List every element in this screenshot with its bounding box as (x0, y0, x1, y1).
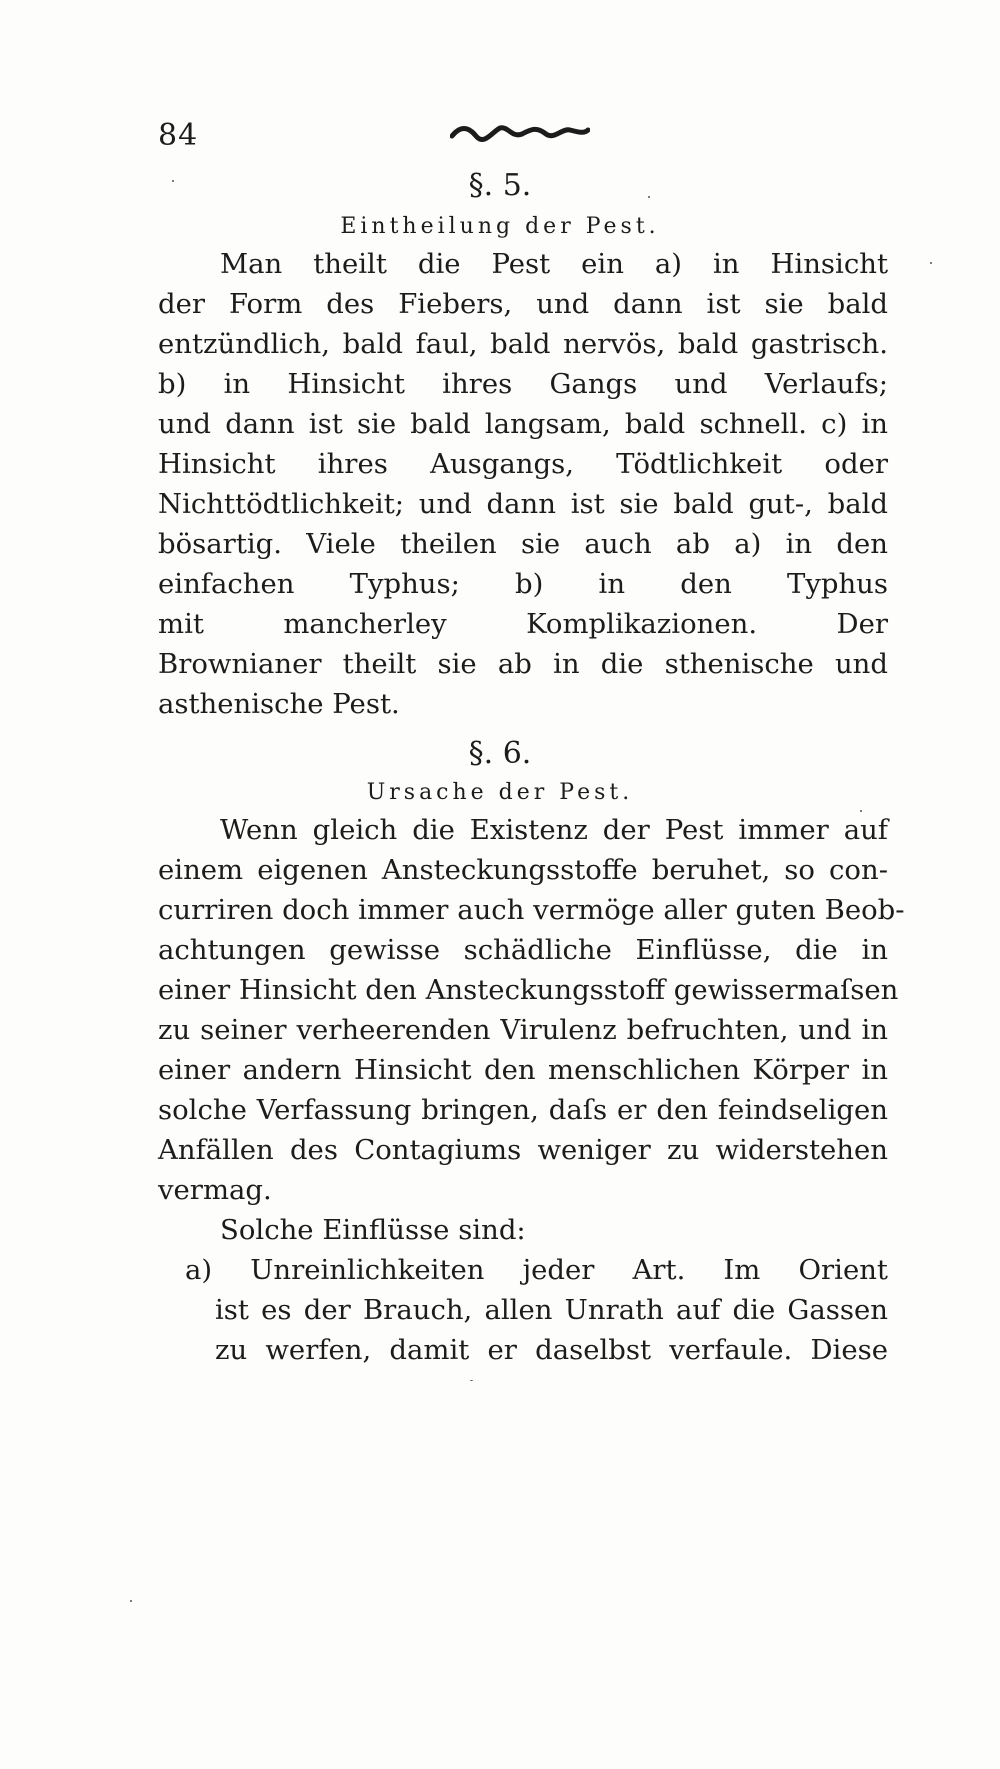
paper-speck (470, 1380, 473, 1381)
paper-speck (130, 1600, 132, 1602)
text-line: Solche Einflüsse sind: (220, 1214, 526, 1246)
text-line: vermag. (158, 1174, 272, 1206)
text-line: achtungen gewisse schädliche Einflüsse, die in (158, 934, 888, 966)
text-line: asthenische Pest. (158, 688, 400, 720)
text-line: Anfällen des Contagiums weniger zu widerstehen (158, 1134, 888, 1166)
text-line: entzündlich, bald faul, bald nervös, bald gastrisch. (158, 328, 888, 360)
paper-speck (860, 810, 862, 812)
page-number: 84 (158, 118, 199, 153)
list-item-line: zu werfen, damit er daselbst verfaule. Diese (215, 1334, 888, 1366)
ornament-rule-icon (450, 122, 590, 146)
text-line: bösartig. Viele theilen sie auch ab a) in den (158, 528, 888, 560)
text-line: und dann ist sie bald langsam, bald schnell. c) in (158, 408, 888, 440)
text-line: curriren doch immer auch vermöge aller guten Beob- (158, 894, 905, 926)
list-item-line: a) Unreinlichkeiten jeder Art. Im Orient (185, 1254, 888, 1286)
text-line: einem eigenen Ansteckungsstoffe beruhet, so con- (158, 854, 888, 886)
text-line: Nichttödtlichkeit; und dann ist sie bald gut-, bald (158, 488, 888, 520)
section-heading: Eintheilung der Pest. (340, 214, 660, 239)
text-line: einer andern Hinsicht den menschlichen Körper in (158, 1054, 888, 1086)
text-line: Brownianer theilt sie ab in die sthenische und (158, 648, 888, 680)
text-line: b) in Hinsicht ihres Gangs und Verlaufs; (158, 368, 888, 400)
text-line: mit mancherley Komplikazionen. Der (158, 608, 888, 640)
text-line: Man theilt die Pest ein a) in Hinsicht (220, 248, 888, 280)
text-line: Hinsicht ihres Ausgangs, Tödtlichkeit oder (158, 448, 888, 480)
paper-speck (172, 180, 174, 182)
text-line: Wenn gleich die Existenz der Pest immer auf (220, 814, 888, 846)
section-heading: Ursache der Pest. (366, 780, 634, 805)
list-item-line: ist es der Brauch, allen Unrath auf die Gassen (215, 1294, 888, 1326)
section-mark: §. 5. (468, 168, 532, 203)
paper-speck (648, 196, 650, 198)
section-mark: §. 6. (468, 736, 532, 771)
text-line: solche Verfassung bringen, daſs er den feindseligen (158, 1094, 888, 1126)
text-line: einer Hinsicht den Ansteckungsstoff gewissermaſsen (158, 974, 899, 1006)
paper-speck (930, 262, 932, 264)
text-line: einfachen Typhus; b) in den Typhus (158, 568, 888, 600)
text-line: der Form des Fiebers, und dann ist sie bald (158, 288, 888, 320)
text-line: zu seiner verheerenden Virulenz befruchten, und in (158, 1014, 888, 1046)
